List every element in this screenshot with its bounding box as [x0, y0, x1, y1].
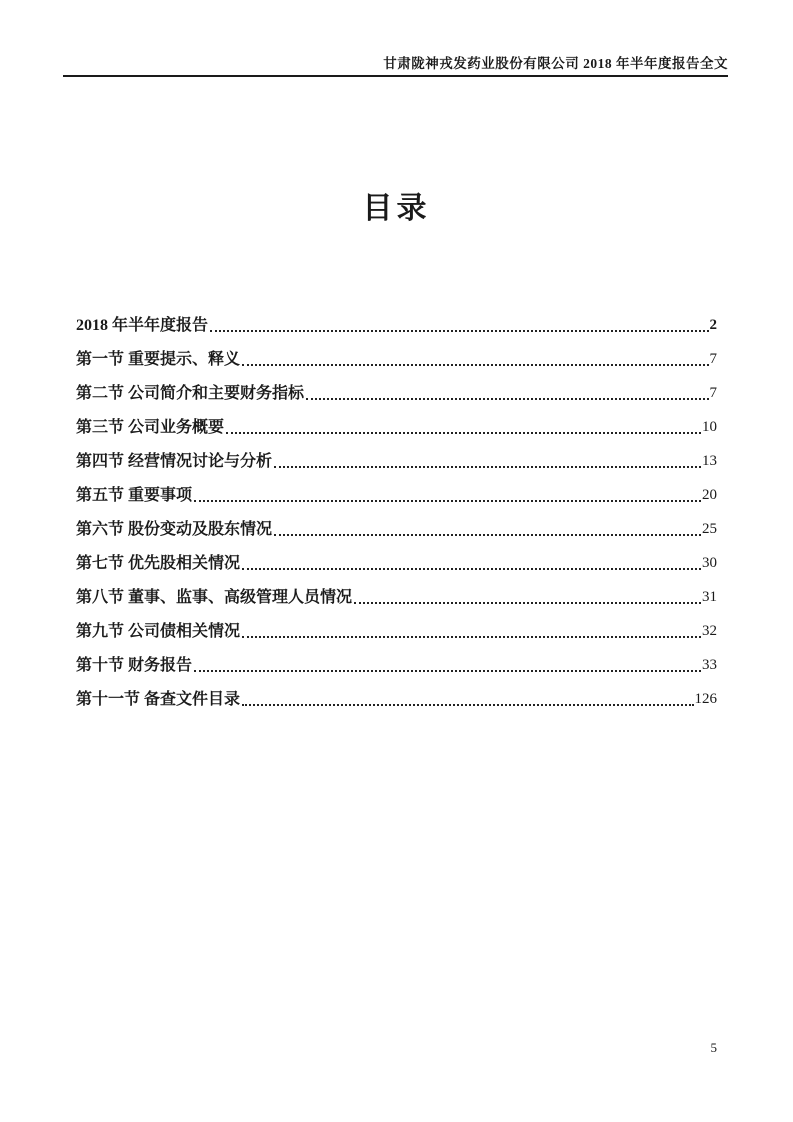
toc-entry[interactable]: [76, 349, 717, 370]
toc-entry[interactable]: [76, 383, 717, 404]
dot-leader: [242, 568, 701, 570]
dot-leader: [274, 534, 701, 536]
toc-entry[interactable]: [76, 485, 717, 506]
toc-entry[interactable]: [76, 553, 717, 574]
dot-leader: [274, 466, 701, 468]
toc-entry-label: 第十一节 备查文件目录: [76, 691, 241, 708]
dot-leader: [242, 704, 693, 706]
page-title: 目录: [362, 192, 431, 225]
dot-leader: [194, 500, 701, 502]
toc-entry-page: 31: [702, 589, 717, 605]
toc-entry-page: 33: [702, 657, 717, 673]
toc-entry-page: 7: [709, 351, 717, 367]
dot-leader: [242, 364, 708, 366]
dot-leader: [194, 670, 701, 672]
footer-page-number: 5: [710, 1040, 717, 1055]
toc-entry[interactable]: [76, 689, 717, 710]
toc-entry-label: 第二节 公司简介和主要财务指标: [76, 385, 305, 402]
dot-leader: [306, 398, 708, 400]
toc-entry[interactable]: [76, 315, 717, 336]
toc-entry-page: 2: [709, 317, 717, 333]
dot-leader: [354, 602, 701, 604]
toc-entry-label: 第十节 财务报告: [76, 657, 193, 674]
toc-entry[interactable]: [76, 655, 717, 676]
toc-entry-page: 30: [702, 555, 717, 571]
toc-entry-page: 10: [702, 419, 717, 435]
toc-entry-label: 第八节 董事、监事、高级管理人员情况: [76, 589, 353, 606]
header-divider: [63, 75, 728, 77]
toc-entry-page: 13: [702, 453, 717, 469]
toc-entry-label: 第三节 公司业务概要: [76, 419, 225, 436]
toc-entry[interactable]: [76, 451, 717, 472]
toc-entry-label: 第四节 经营情况讨论与分析: [76, 453, 273, 470]
toc-entry-label: 第六节 股份变动及股东情况: [76, 521, 273, 538]
toc-entry-label: 2018 年半年度报告: [76, 317, 209, 334]
toc-entry-page: 32: [702, 623, 717, 639]
dot-leader: [226, 432, 701, 434]
toc-entry-page: 25: [702, 521, 717, 537]
toc-entry-label: 第九节 公司债相关情况: [76, 623, 241, 640]
toc-entry[interactable]: [76, 621, 717, 642]
toc-entry[interactable]: [76, 417, 717, 438]
toc-entry[interactable]: [76, 519, 717, 540]
document-header: 甘肃陇神戎发药业股份有限公司 2018 年半年度报告全文: [383, 56, 728, 71]
toc-entry-page: 7: [709, 385, 717, 401]
toc-entry[interactable]: [76, 587, 717, 608]
dot-leader: [242, 636, 701, 638]
toc-entry-page: 20: [702, 487, 717, 503]
toc-entry-label: 第五节 重要事项: [76, 487, 193, 504]
toc-entry-label: 第一节 重要提示、释义: [76, 351, 241, 368]
toc-entry-page: 126: [694, 691, 717, 707]
toc-list: [76, 315, 717, 723]
dot-leader: [210, 330, 708, 332]
toc-entry-label: 第七节 优先股相关情况: [76, 555, 241, 572]
